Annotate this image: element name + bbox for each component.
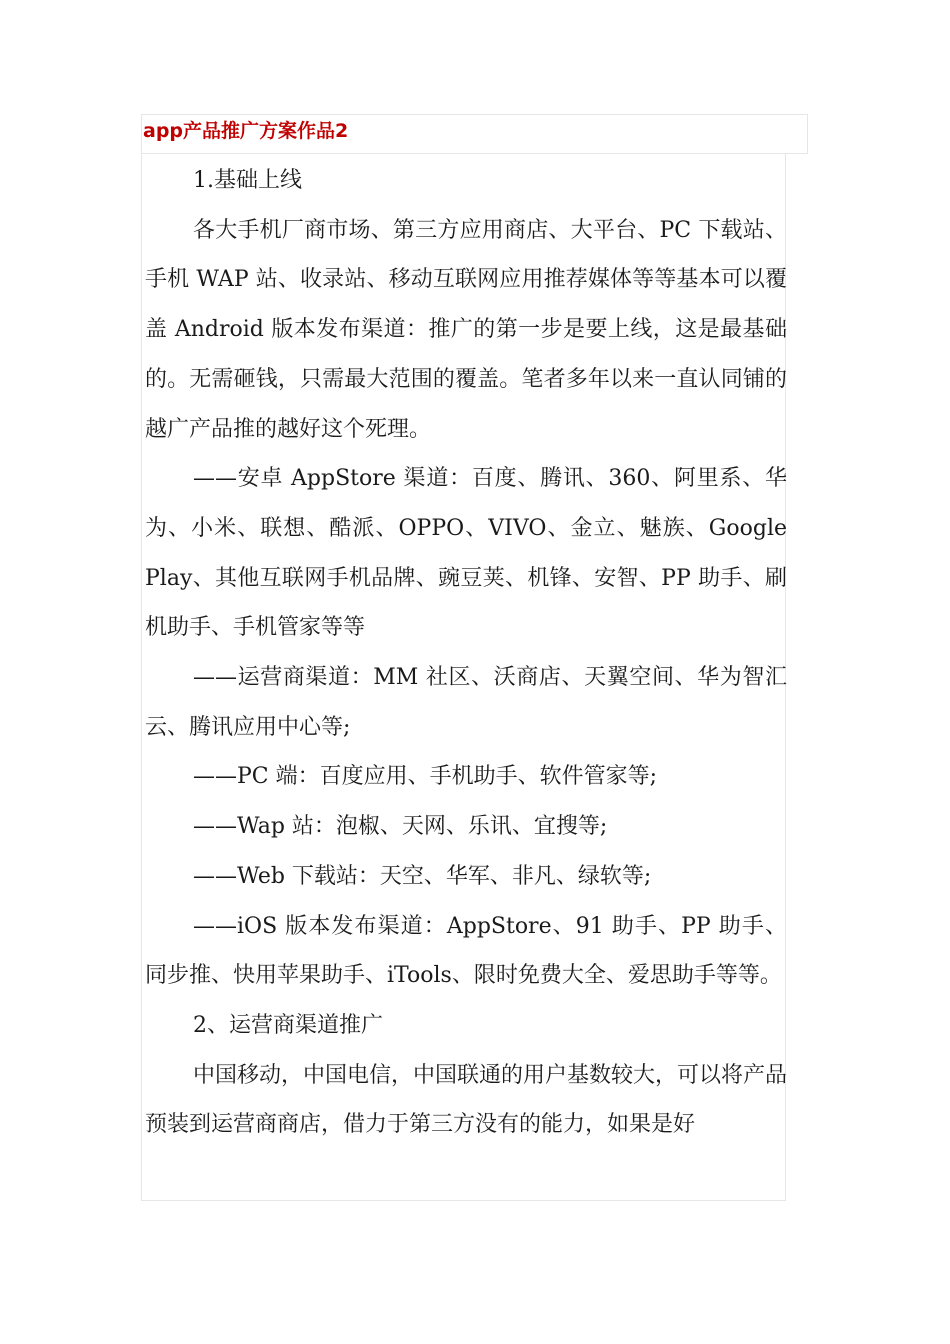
paragraph-launch-overview: 各大手机厂商市场、第三方应用商店、大平台、PC 下载站、手机 WAP 站、收录站、移动互联网应用推荐媒体等等基本可以覆盖 Android 版本发布渠道：推广的第一步是要上线，这是最基础的。无需砸钱，只需最大范围的覆盖。笔者多年以来一直认同铺的越广产品推的越好这个死理。 [145, 217, 787, 442]
section-heading-basic-launch: 1.基础上线 [193, 168, 302, 193]
document-title: app产品推广方案作品2 [143, 120, 349, 142]
document-body [145, 156, 787, 1150]
paragraph-wap-channels: ——Wap 站：泡椒、天网、乐讯、宜搜等; [193, 814, 608, 840]
section-heading-carrier-promotion: 2、运营商渠道推广 [193, 1012, 383, 1038]
paragraph-carrier-promotion: 中国移动，中国电信，中国联通的用户基数较大，可以将产品预装到运营商商店，借力于第三方没有的能力，如果是好 [145, 1062, 788, 1138]
paragraph-web-channels: ——Web 下载站：天空、华军、非凡、绿软等; [193, 863, 652, 889]
paragraph-pc-channels: ——PC 端：百度应用、手机助手、软件管家等; [193, 764, 658, 790]
paragraph-carrier-channels: ——运营商渠道：MM 社区、沃商店、天翼空间、华为智汇云、腾讯应用中心等; [145, 665, 787, 740]
paragraph-ios-channels: ——iOS 版本发布渠道：AppStore、91 助手、PP 助手、同步推、快用苹果助手、iTools、限时免费大全、爱思助手等等。 [145, 913, 787, 989]
paragraph-android-channels: ——安卓 AppStore 渠道：百度、腾讯、360、阿里系、华为、小米、联想、酷派、OPPO、VIVO、金立、魅族、Google Play、其他互联网手机品牌、豌豆荚、机锋、安智、PP 助手、刷机助手、手机管家等等 [145, 466, 787, 641]
